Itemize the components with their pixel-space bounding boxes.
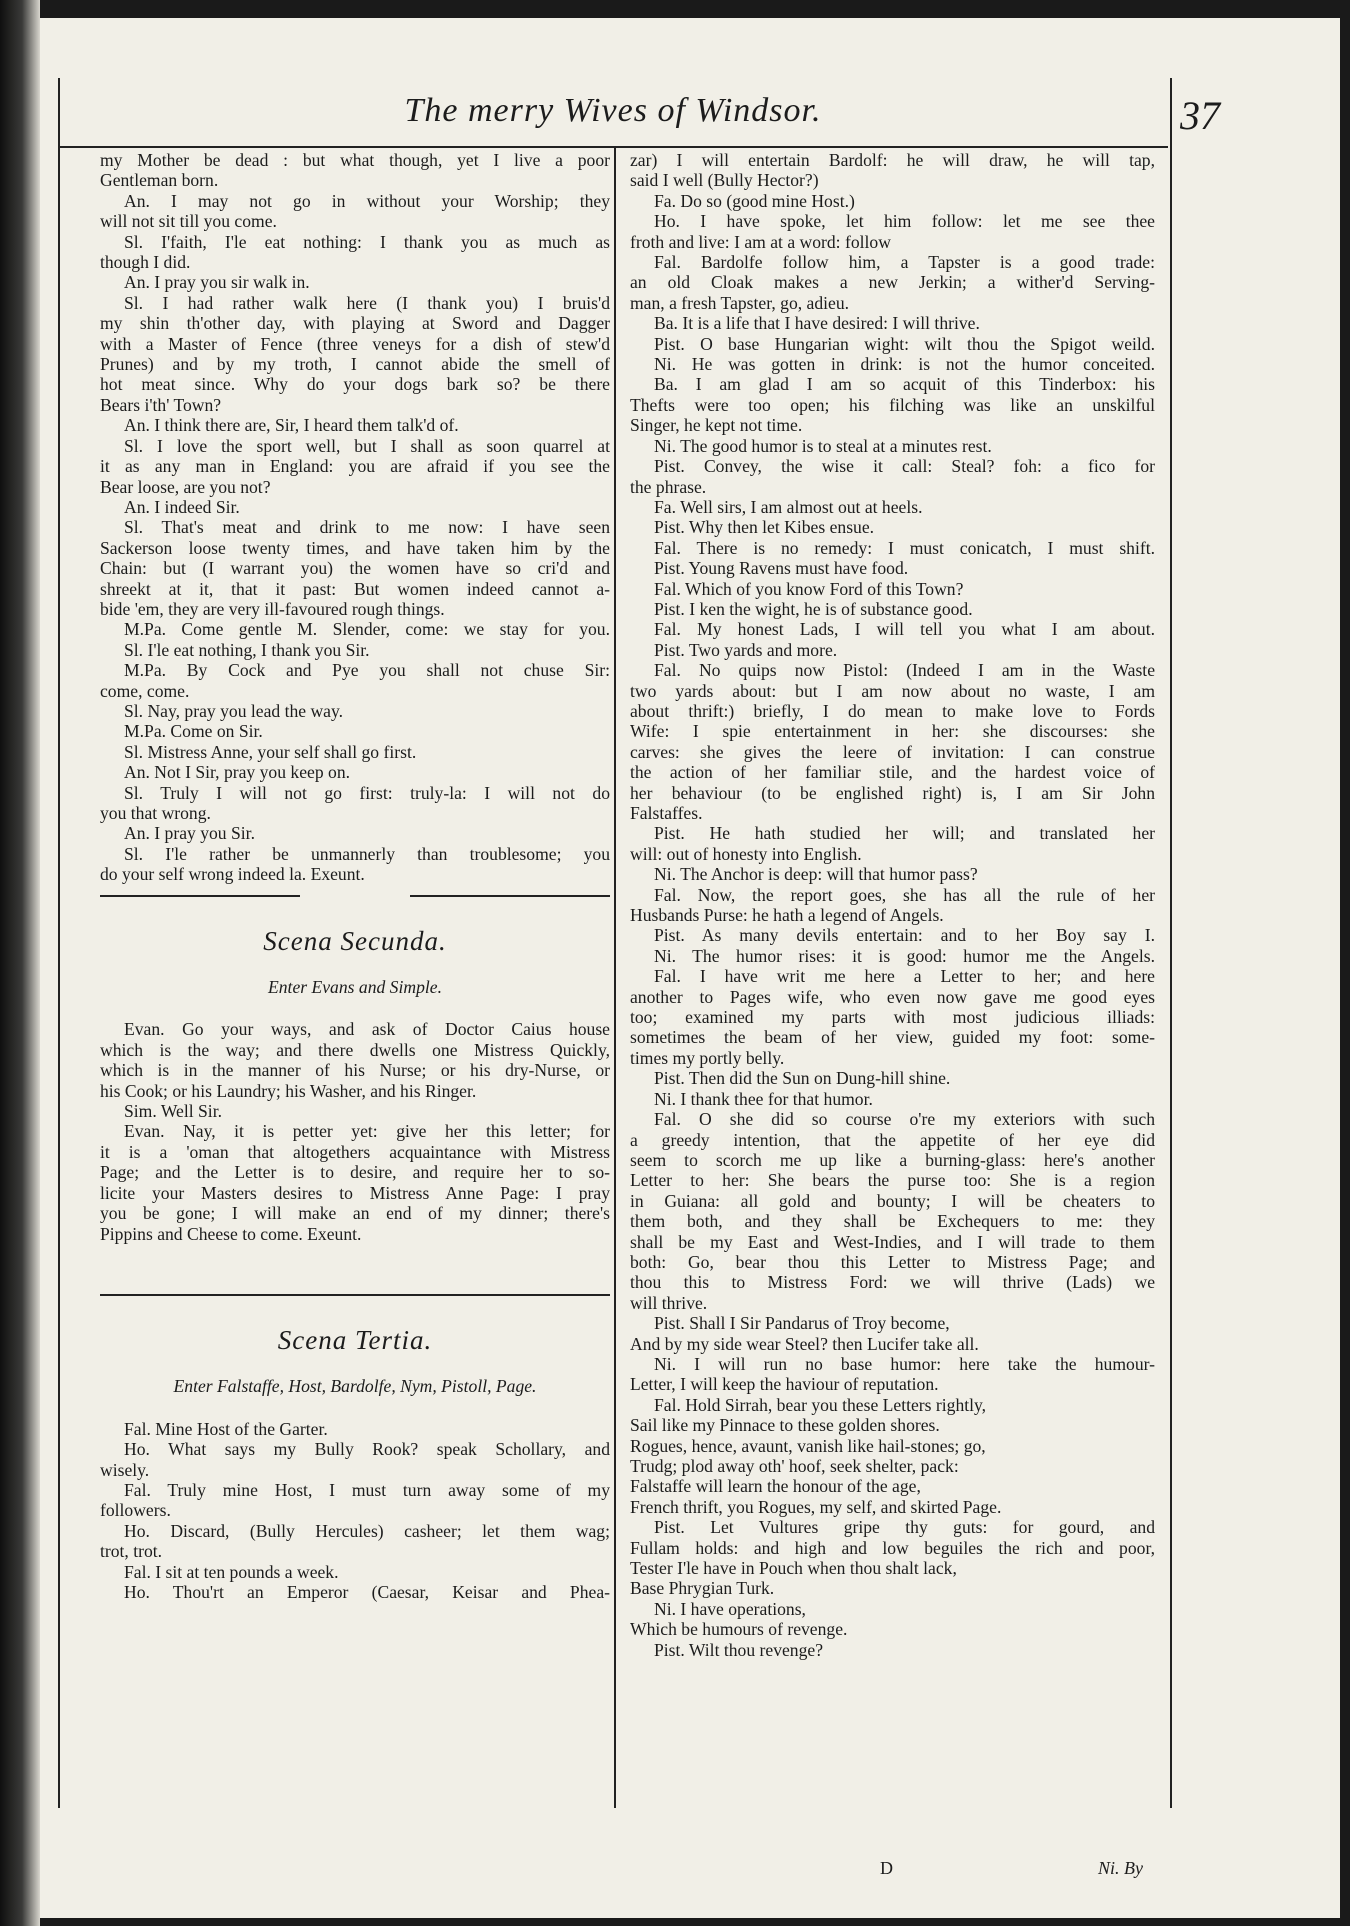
text-line: Thefts were too open; his filching was like an unskilful <box>630 394 1155 415</box>
text-line: an old Cloak makes a new Jerkin; a wither'd Serving- <box>630 272 1155 293</box>
text-line: Fal. O she did so course o're my exteriors with such <box>654 1109 1155 1130</box>
text-line: will thrive. <box>630 1292 708 1313</box>
text-line: trot, trot. <box>100 1541 163 1562</box>
text-line: Rogues, hence, avaunt, vanish like hail-stones; go, <box>630 1435 986 1456</box>
text-line: licite your Masters desires to Mistress Anne Page: I pray <box>100 1182 610 1203</box>
text-line: my Mother be dead : but what though, yet I live a poor <box>100 150 610 170</box>
text-line: Ba. It is a life that I have desired: I will thrive. <box>654 313 980 334</box>
text-line: bide 'em, they are very ill-favoured rough things. <box>100 598 445 619</box>
text-line: Pist. Two yards and more. <box>654 639 838 660</box>
text-line: will: out of honesty into English. <box>630 843 862 864</box>
text-line: another to Pages wife, who even now gave me good eyes <box>630 986 1155 1007</box>
page-edge-shadow <box>0 0 40 1926</box>
text-line: which is the way; and there dwells one Mistress Quickly, <box>100 1039 610 1060</box>
text-line: Fal. I sit at ten pounds a week. <box>124 1561 339 1582</box>
text-line: Pist. Wilt thou revenge? <box>654 1639 824 1660</box>
scene-one-text <box>100 150 610 885</box>
text-line: my shin th'other day, with playing at Sword and Dagger <box>100 313 610 334</box>
text-line: Fullam holds: and high and low beguiles the rich and poor, <box>630 1537 1155 1558</box>
text-line: Sl. I love the sport well, but I shall as soon quarrel at <box>124 435 610 456</box>
text-line: Letter, I will keep the haviour of reputation. <box>630 1374 939 1395</box>
right-column-text <box>630 150 1155 1660</box>
text-line: Fa. Do so (good mine Host.) <box>654 190 855 211</box>
text-line: Fal. Truly mine Host, I must turn away some of my <box>124 1479 610 1500</box>
left-column <box>100 150 610 1602</box>
text-line: Falstaffe will learn the honour of the age, <box>630 1476 921 1497</box>
scene-three-text <box>100 1419 610 1603</box>
stage-direction: Enter Falstaffe, Host, Bardolfe, Nym, Pistoll, Page. <box>173 1376 537 1397</box>
text-line: two yards about: but I am now about no waste, I am <box>630 680 1155 701</box>
text-line: Ho. Thou'rt an Emperor (Caesar, Keisar and Phea- <box>124 1581 610 1602</box>
scene-title: Scena Tertia. <box>277 1324 433 1355</box>
text-line: shreekt at it, that it past: But women indeed cannot a- <box>100 578 610 599</box>
text-line: An. I pray you Sir. <box>124 823 255 844</box>
text-line: Sl. Nay, pray you lead the way. <box>124 700 344 721</box>
text-line: Ba. I am glad I am so acquit of this Tinderbox: his <box>654 374 1155 395</box>
text-line: French thrift, you Rogues, my self, and skirted Page. <box>630 1496 1002 1517</box>
text-line: Ni. The Anchor is deep: will that humor pass? <box>654 864 978 885</box>
right-column <box>630 150 1155 1660</box>
text-line: Fal. Mine Host of the Garter. <box>124 1418 328 1439</box>
text-line: Ni. The good humor is to steal at a minutes rest. <box>654 435 992 456</box>
text-line: Fal. Hold Sirrah, bear you these Letters rightly, <box>654 1394 987 1415</box>
text-line: Pippins and Cheese to come. Exeunt. <box>100 1223 362 1244</box>
text-line: Which be humours of revenge. <box>630 1619 848 1640</box>
text-line: seem to scorch me up like a burning-glass: here's another <box>630 1149 1155 1170</box>
text-line: it is a 'oman that altogethers acquaintance with Mistress <box>100 1141 610 1162</box>
text-line: An. I think there are, Sir, I heard them talk'd of. <box>124 415 459 436</box>
text-line: the phrase. <box>630 476 707 497</box>
text-line: times my portly belly. <box>630 1047 785 1068</box>
text-line: a greedy intention, that the appetite of her eye did <box>630 1129 1155 1150</box>
text-line: Fal. Bardolfe follow him, a Tapster is a good trade: <box>654 252 1155 273</box>
text-line: M.Pa. Come on Sir. <box>124 721 263 742</box>
text-line: will not sit till you come. <box>100 211 277 232</box>
column-divider <box>614 148 616 1808</box>
text-line: man, a fresh Tapster, go, adieu. <box>630 292 850 313</box>
text-line: with a Master of Fence (three veneys for a dish of stew'd <box>100 333 610 354</box>
text-line: An. Not I Sir, pray you keep on. <box>124 762 351 783</box>
signature-mark: D <box>880 1858 893 1878</box>
text-line: Pist. I ken the wight, he is of substance good. <box>654 598 973 619</box>
text-line: Evan. Go your ways, and ask of Doctor Caius house <box>124 1019 610 1040</box>
text-line: Sl. Truly I will not go first: truly-la: I will not do <box>124 782 610 803</box>
text-line: Singer, he kept not time. <box>630 415 803 436</box>
scene-divider <box>100 895 610 897</box>
text-line: Sackerson loose twenty times, and have taken him by the <box>100 537 610 558</box>
text-line: Ho. What says my Bully Rook? speak Schollary, and <box>124 1439 610 1460</box>
text-line: Fal. Which of you know Ford of this Town? <box>654 578 964 599</box>
text-line: said I well (Bully Hector?) <box>630 170 819 191</box>
text-line: too; examined my parts with most judicious illiads: <box>630 1007 1155 1028</box>
text-line: carves: she gives the leere of invitation: I can construe <box>630 741 1155 762</box>
text-line: An. I indeed Sir. <box>124 496 240 517</box>
text-line: Pist. He hath studied her will; and translated her <box>654 823 1155 844</box>
text-line: both: Go, bear thou this Letter to Mistress Page; and <box>630 1251 1155 1272</box>
scene-divider <box>100 1294 610 1296</box>
text-line: Sl. I had rather walk here (I thank you) I bruis'd <box>124 292 610 313</box>
text-line: thou this to Mistress Ford: we will thrive (Lads) we <box>630 1272 1155 1293</box>
text-line: Fal. No quips now Pistol: (Indeed I am in the Waste <box>654 660 1155 681</box>
text-line: Falstaffes. <box>630 803 703 823</box>
text-line: M.Pa. By Cock and Pye you shall not chuse Sir: <box>124 660 610 681</box>
text-line: Fal. I have writ me here a Letter to her; and here <box>654 966 1155 987</box>
text-line: followers. <box>100 1500 171 1521</box>
text-line: Ni. He was gotten in drink: is not the humor conceited. <box>654 354 1155 375</box>
text-line: Fal. Now, the report goes, she has all the rule of her <box>654 884 1155 905</box>
scene-two-text <box>100 1019 610 1243</box>
text-line: froth and live: I am at a word: follow <box>630 231 891 252</box>
text-line: Ho. I have spoke, let him follow: let me see thee <box>654 211 1155 232</box>
text-line: sometimes the beam of her view, guided my foot: some- <box>630 1027 1155 1048</box>
text-line: Trudg; plod away oth' hoof, seek shelter, pack: <box>630 1456 959 1476</box>
text-line: about thrift:) briefly, I do mean to make love to Fords <box>630 700 1155 721</box>
text-line: hot meat since. Why do your dogs bark so? be there <box>100 374 610 395</box>
text-line: which is in the manner of his Nurse; or his dry-Nurse, or <box>100 1060 610 1081</box>
text-line: Fa. Well sirs, I am almost out at heels. <box>654 496 923 517</box>
text-line: And by my side wear Steel? then Lucifer take all. <box>630 1333 979 1354</box>
text-line: Ni. I have operations, <box>654 1598 806 1619</box>
scene-title: Scena Secunda. <box>263 925 447 956</box>
text-line: his Cook; or his Laundry; his Washer, and his Ringer. <box>100 1080 477 1101</box>
text-line: Ni. The humor rises: it is good: humor me the Angels. <box>654 945 1155 966</box>
text-line: Sl. I'le eat nothing, I thank you Sir. <box>124 639 370 660</box>
text-line: shall be my East and West-Indies, and I will trade to them <box>630 1231 1155 1252</box>
text-line: zar) I will entertain Bardolf: he will draw, he will tap, <box>630 150 1155 170</box>
text-line: Chain: but (I warrant you) the women have so cri'd and <box>100 558 610 579</box>
text-line: Sim. Well Sir. <box>124 1101 222 1122</box>
text-line: you that wrong. <box>100 803 211 823</box>
text-line: though I did. <box>100 252 191 273</box>
text-line: Fal. There is no remedy: I must conicatch, I must shift. <box>654 537 1155 558</box>
text-line: Page; and the Letter is to desire, and require her to so- <box>100 1162 610 1183</box>
text-line: do your self wrong indeed la. Exeunt. <box>100 864 365 885</box>
text-line: Ni. I will run no base humor: here take the humour- <box>654 1353 1155 1374</box>
text-line: her behaviour (to be englished right) is, I am Sir John <box>630 782 1155 803</box>
text-line: Sl. That's meat and drink to me now: I have seen <box>124 517 610 538</box>
text-line: Ni. I thank thee for that humor. <box>654 1088 873 1109</box>
catchword: Ni. By <box>1098 1858 1143 1878</box>
text-line: Pist. Let Vultures gripe thy guts: for gourd, and <box>654 1517 1155 1538</box>
text-line: Sl. I'faith, I'le eat nothing: I thank you as much as <box>124 231 610 252</box>
text-line: in Guiana: all gold and bounty; I will be cheaters to <box>630 1190 1155 1211</box>
text-line: Bear loose, are you not? <box>100 476 271 497</box>
text-line: Fal. My honest Lads, I will tell you what I am about. <box>654 619 1155 640</box>
text-line: Pist. Convey, the wise it call: Steal? foh: a fico for <box>654 456 1155 477</box>
text-line: Gentleman born. <box>100 170 219 191</box>
text-line: Pist. Shall I Sir Pandarus of Troy become, <box>654 1313 950 1334</box>
text-line: them both, and they shall be Exchequers to me: they <box>630 1211 1155 1232</box>
text-line: An. I pray you sir walk in. <box>124 272 310 293</box>
text-line: wisely. <box>100 1459 150 1480</box>
text-line: Ho. Discard, (Bully Hercules) casheer; let them wag; <box>124 1520 610 1541</box>
text-line: Pist. Young Ravens must have food. <box>654 558 909 579</box>
text-line: Tester I'le have in Pouch when thou shalt lack, <box>630 1558 957 1579</box>
running-title: The merry Wives of Windsor. <box>404 92 822 129</box>
text-line: it as any man in England: you are afraid if you see the <box>100 456 610 477</box>
text-line: Husbands Purse: he hath a legend of Angels. <box>630 905 944 926</box>
text-line: An. I may not go in without your Worship; they <box>124 190 610 211</box>
stage-direction: Enter Evans and Simple. <box>268 977 442 998</box>
text-line: the action of her familiar stile, and the hardest voice of <box>630 762 1155 783</box>
text-line: Pist. Why then let Kibes ensue. <box>654 517 875 538</box>
text-line: Sl. I'le rather be unmannerly than troublesome; you <box>124 843 610 864</box>
text-line: come, come. <box>100 680 190 701</box>
text-line: M.Pa. Come gentle M. Slender, come: we stay for you. <box>124 619 610 640</box>
text-line: Wife: I spie entertainment in her: she discourses: she <box>630 721 1155 742</box>
text-line: Letter to her: She bears the purse too: She is a region <box>630 1170 1155 1191</box>
text-line: Prunes) and by my troth, I cannot abide the smell of <box>100 354 610 375</box>
text-line: Pist. Then did the Sun on Dung-hill shine. <box>654 1068 951 1089</box>
text-line: you be gone; I will make an end of my dinner; there's <box>100 1203 610 1224</box>
text-line: Base Phrygian Turk. <box>630 1578 775 1599</box>
text-line: Evan. Nay, it is petter yet: give her this letter; for <box>124 1121 610 1142</box>
text-line: Sail like my Pinnace to these golden shores. <box>630 1415 940 1436</box>
page-number: 37 <box>1180 93 1220 138</box>
text-line: Sl. Mistress Anne, your self shall go first. <box>124 741 417 762</box>
text-line: Bears i'th' Town? <box>100 394 222 415</box>
running-header <box>58 78 1168 148</box>
text-line: Pist. As many devils entertain: and to her Boy say I. <box>654 925 1155 946</box>
text-line: Pist. O base Hungarian wight: wilt thou the Spigot weild. <box>654 333 1155 354</box>
